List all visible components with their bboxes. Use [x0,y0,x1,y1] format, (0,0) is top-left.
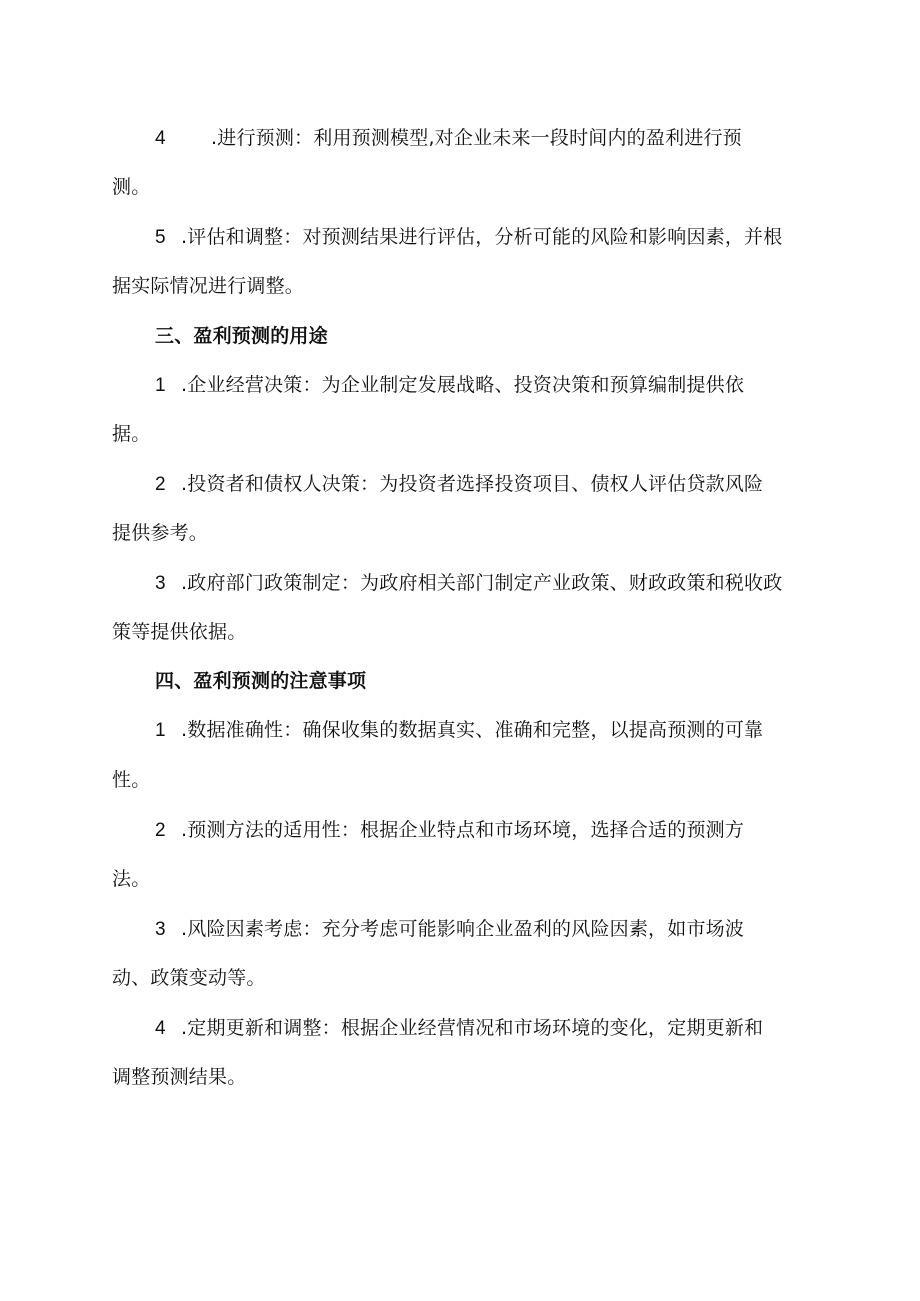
list-item-number: 2 [155,474,166,495]
list-item-continuation: 性。 [112,769,151,791]
list-item-number: 4 [155,128,166,149]
list-item-text: .政府部门政策制定：为政府相关部门制定产业政策、财政政策和税收政 [181,572,783,594]
list-item-number: 1 [155,375,166,396]
list-item-number: 3 [155,573,166,594]
list-item-first-line [155,1015,763,1042]
list-item-first-line [155,817,744,844]
list-item-number: 3 [155,919,166,940]
list-item-number: 4 [155,1018,166,1039]
list-item-continuation: 据实际情况进行调整。 [112,275,305,297]
list-item-continuation: 测。 [112,176,151,198]
list-item-text: .预测方法的适用性：根据企业特点和市场环境，选择合适的预测方 [181,819,745,841]
list-item-continuation: 据。 [112,423,151,445]
section-heading: 三、盈利预测的用途 [155,325,328,347]
list-item-first-line [155,125,742,152]
list-item-text: .定期更新和调整：根据企业经营情况和市场环境的变化，定期更新和 [181,1017,764,1039]
list-item-text: .投资者和债权人决策：为投资者选择投资项目、债权人评估贷款风险 [181,473,764,495]
list-item-first-line [155,372,744,399]
list-item-continuation: 提供参考。 [112,522,209,544]
list-item-number: 2 [155,820,166,841]
list-item-continuation: 法。 [112,868,151,890]
list-item-first-line [155,471,763,498]
list-item-text: .企业经营决策：为企业制定发展战略、投资决策和预算编制提供依 [181,374,745,396]
list-item-first-line [155,717,763,744]
list-item-continuation: 动、政策变动等。 [112,967,266,989]
list-item-first-line [155,570,782,597]
list-item-first-line [155,916,744,943]
list-item-first-line [155,224,782,251]
list-item-text: .进行预测：利用预测模型,对企业未来一段时间内的盈利进行预 [211,127,742,149]
list-item-text: .风险因素考虑：充分考虑可能影响企业盈利的风险因素，如市场波 [181,918,745,940]
list-item-continuation: 调整预测结果。 [112,1066,247,1088]
list-item-continuation: 策等提供依据。 [112,621,247,643]
list-item-number: 1 [155,720,166,741]
list-item-text: .数据准确性：确保收集的数据真实、准确和完整，以提高预测的可靠 [181,719,764,741]
list-item-text: .评估和调整：对预测结果进行评估，分析可能的风险和影响因素，并根 [181,226,783,248]
section-heading: 四、盈利预测的注意事项 [155,670,367,692]
list-item-number: 5 [155,227,166,248]
